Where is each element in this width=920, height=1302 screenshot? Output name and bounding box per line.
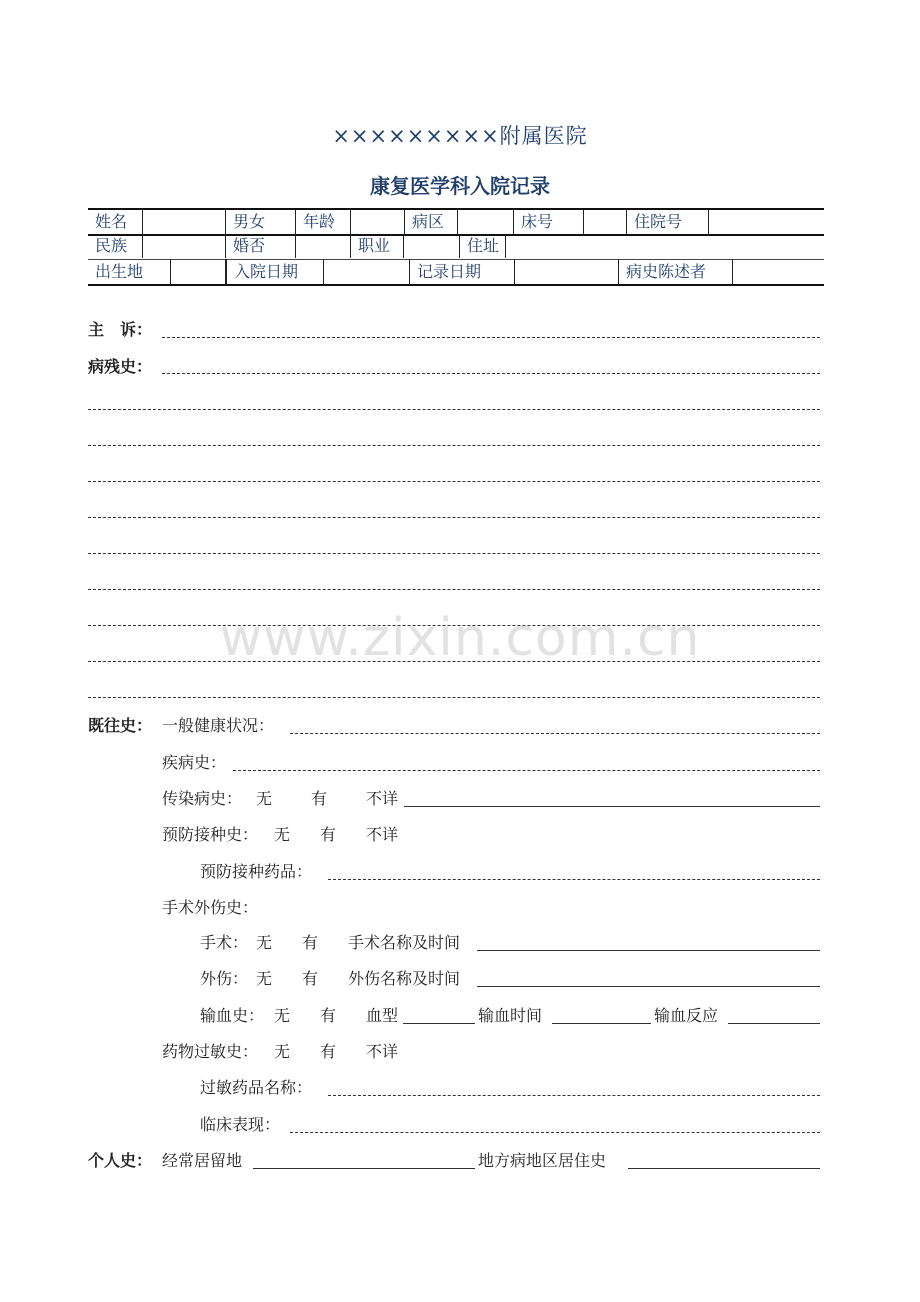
field-age[interactable] [351, 209, 405, 235]
label-ethnicity: 民族 [95, 236, 128, 255]
surgery-trauma-label: 手术外伤史： [162, 898, 259, 917]
present-history-label: 病残史： [88, 357, 153, 376]
drug-allergy-unknown[interactable]: 不详 [366, 1042, 399, 1061]
chief-complaint-line[interactable] [162, 337, 820, 338]
info-row-3 [88, 260, 824, 286]
surgery-yes[interactable]: 有 [302, 933, 319, 952]
present-history-line-5[interactable] [88, 517, 820, 518]
general-health-label: 一般健康状况： [162, 716, 275, 735]
field-marital[interactable] [296, 234, 351, 258]
document-title: 康复医学科入院记录 [370, 174, 550, 198]
vaccination-yes[interactable]: 有 [320, 825, 337, 844]
hospital-name: ×××××××××附属医院 [332, 124, 588, 148]
infectious-line[interactable] [404, 806, 820, 807]
watermark: www.zixin.com.cn [219, 608, 701, 668]
label-admission-no: 住院号 [627, 209, 709, 235]
clinical-manifestation-line[interactable] [290, 1132, 820, 1133]
clinical-manifestation-label: 临床表现： [200, 1115, 281, 1134]
present-history-line-3[interactable] [88, 445, 820, 446]
field-ethnicity[interactable] [143, 234, 226, 258]
chief-complaint-label: 主 诉： [88, 320, 153, 339]
present-history-line-7[interactable] [88, 589, 820, 590]
general-health-line[interactable] [290, 733, 820, 734]
label-record-date: 记录日期 [410, 260, 515, 286]
residence-label: 经常居留地 [162, 1151, 243, 1170]
field-birthplace[interactable] [171, 260, 226, 286]
transfusion-time-label: 输血时间 [478, 1006, 543, 1025]
field-record-date[interactable] [515, 260, 619, 286]
drug-allergy-label: 药物过敏史： [162, 1042, 259, 1061]
transfusion-reaction-line[interactable] [728, 1023, 820, 1024]
label-age: 年龄 [296, 209, 351, 235]
vaccine-drug-line[interactable] [328, 879, 820, 880]
allergy-drug-name-label: 过敏药品名称： [200, 1078, 313, 1097]
vaccination-label: 预防接种史： [162, 825, 259, 844]
patient-info-table [88, 208, 824, 236]
drug-allergy-yes[interactable]: 有 [320, 1042, 337, 1061]
label-address: 住址 [460, 234, 506, 258]
surgery-label: 手术： [200, 933, 249, 952]
label-name: 姓名 [95, 212, 128, 231]
label-marital: 婚否 [226, 234, 296, 258]
present-history-line-10[interactable] [88, 697, 820, 698]
info-row-1 [88, 209, 824, 235]
present-history-line-2[interactable] [88, 409, 820, 410]
label-ward: 病区 [405, 209, 458, 235]
transfusion-time-line[interactable] [552, 1023, 651, 1024]
allergy-drug-name-line[interactable] [328, 1095, 820, 1096]
residence-line[interactable] [253, 1168, 475, 1169]
patient-info-table-row2 [88, 234, 824, 258]
trauma-detail-label: 外伤名称及时间 [348, 969, 461, 988]
surgery-detail-label: 手术名称及时间 [348, 933, 461, 952]
label-birthplace: 出生地 [95, 262, 144, 281]
transfusion-none[interactable]: 无 [274, 1006, 291, 1025]
trauma-yes[interactable]: 有 [302, 969, 319, 988]
surgery-none[interactable]: 无 [256, 933, 273, 952]
label-occupation: 职业 [351, 234, 404, 258]
field-name[interactable] [143, 209, 226, 235]
transfusion-label: 输血史： [200, 1006, 265, 1025]
drug-allergy-none[interactable]: 无 [274, 1042, 291, 1061]
endemic-label: 地方病地区居住史 [478, 1151, 607, 1170]
patient-info-table-row3 [88, 259, 824, 286]
infectious-unknown[interactable]: 不详 [366, 789, 399, 808]
surgery-detail-line[interactable] [477, 950, 820, 951]
field-admission-no[interactable] [709, 209, 825, 235]
infectious-yes[interactable]: 有 [311, 789, 328, 808]
trauma-detail-line[interactable] [477, 986, 820, 987]
disease-history-label: 疾病史： [162, 753, 227, 772]
field-occupation[interactable] [404, 234, 460, 258]
field-address[interactable] [506, 234, 825, 258]
label-history-narrator: 病史陈述者 [619, 260, 733, 286]
field-history-narrator[interactable] [733, 260, 825, 286]
vaccination-unknown[interactable]: 不详 [366, 825, 399, 844]
transfusion-reaction-label: 输血反应 [654, 1006, 719, 1025]
past-history-label: 既往史： [88, 716, 153, 735]
label-bed: 床号 [514, 209, 584, 235]
present-history-line-1[interactable] [162, 373, 820, 374]
endemic-line[interactable] [628, 1168, 820, 1169]
label-admission-date: 入院日期 [227, 260, 324, 286]
info-row-2 [88, 234, 824, 258]
field-admission-date[interactable] [324, 260, 410, 286]
vaccine-drug-label: 预防接种药品： [200, 862, 313, 881]
vaccination-none[interactable]: 无 [274, 825, 291, 844]
transfusion-blood-type-label: 血型 [366, 1006, 399, 1025]
infectious-label: 传染病史： [162, 789, 243, 808]
trauma-label: 外伤： [200, 969, 249, 988]
field-ward[interactable] [458, 209, 514, 235]
label-gender: 男女 [226, 209, 296, 235]
present-history-line-6[interactable] [88, 553, 820, 554]
transfusion-blood-type-line[interactable] [403, 1023, 475, 1024]
transfusion-yes[interactable]: 有 [320, 1006, 337, 1025]
personal-history-label: 个人史： [88, 1151, 153, 1170]
field-bed[interactable] [584, 209, 627, 235]
disease-history-line[interactable] [233, 770, 820, 771]
infectious-none[interactable]: 无 [256, 789, 273, 808]
present-history-line-4[interactable] [88, 481, 820, 482]
trauma-none[interactable]: 无 [256, 969, 273, 988]
